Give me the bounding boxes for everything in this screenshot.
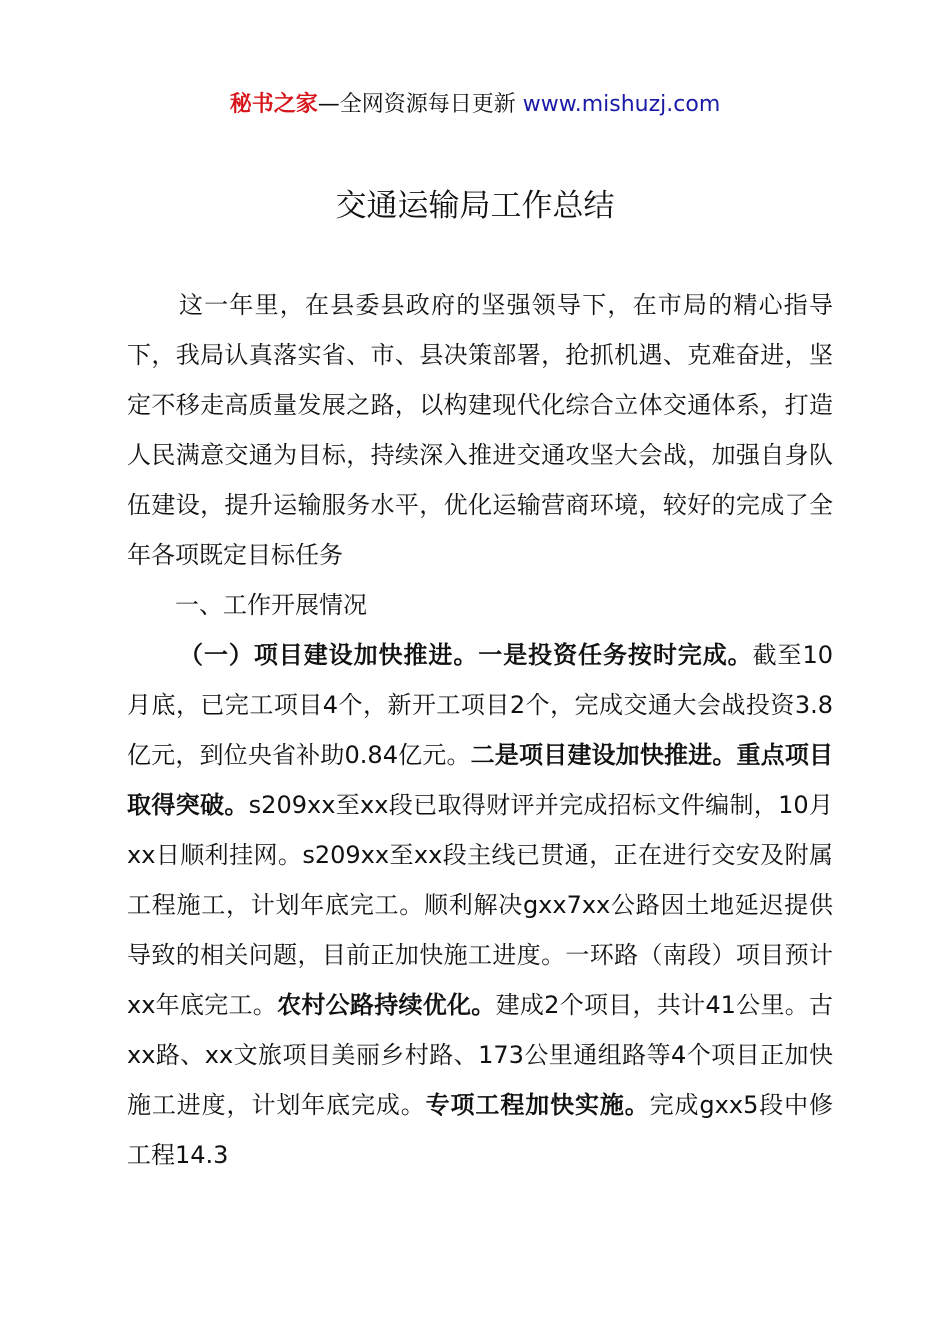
site-header	[0, 88, 950, 122]
project-paragraph	[127, 630, 833, 1180]
bold-heading: 农村公路持续优化。	[277, 991, 496, 1019]
site-url-link[interactable]: www.mishuzj.com	[522, 92, 721, 117]
document-title: 交通运输局工作总结	[335, 188, 615, 224]
paragraph-text: 完成gxx5段中修工程14.3	[127, 1091, 834, 1169]
bold-heading: 二是项目建设加快推进。重点项目取得突破。	[127, 741, 834, 819]
paragraph-text: 截至10月底，已完工项目4个，新开工项目2个，完成交通大会战投资3.8亿元，到位央省补助0.84亿元。	[127, 641, 833, 769]
paragraph-text: s209xx至xx段已取得财评并完成招标文件编制，10月xx日顺利挂网。s209xx至xx段主线已贯通，正在进行交安及附属工程施工，计划年底完工。顺利解决gxx7xx公路因土地延迟提供导致的相关问题，目前正加快施工进度。一环路（南段）项目预计xx年底完工。	[127, 791, 833, 1019]
intro-paragraph: 这一年里，在县委县政府的坚强领导下，在市局的精心指导下，我局认真落实省、市、县决策部署，抢抓机遇、克难奋进，坚定不移走高质量发展之路，以构建现代化综合立体交通体系，打造人民满意交通为目标，持续深入推进交通攻坚大会战，加强自身队伍建设，提升运输服务水平，优化运输营商环境，较好的完成了全年各项既定目标任务	[127, 291, 833, 569]
brand-name: 秘书之家	[229, 92, 318, 117]
section-heading: 一、工作开展情况	[175, 591, 367, 619]
paragraph-text: 建成2个项目，共计41公里。古xx路、xx文旅项目美丽乡村路、173公里通组路等4个项目正加快施工进度，计划年底完成。	[127, 991, 834, 1119]
subsection-heading: （一）项目建设加快推进。一是投资任务按时完成。	[179, 641, 753, 669]
header-tagline: —全网资源每日更新	[317, 92, 523, 117]
bold-heading: 专项工程加快实施。	[425, 1091, 650, 1119]
